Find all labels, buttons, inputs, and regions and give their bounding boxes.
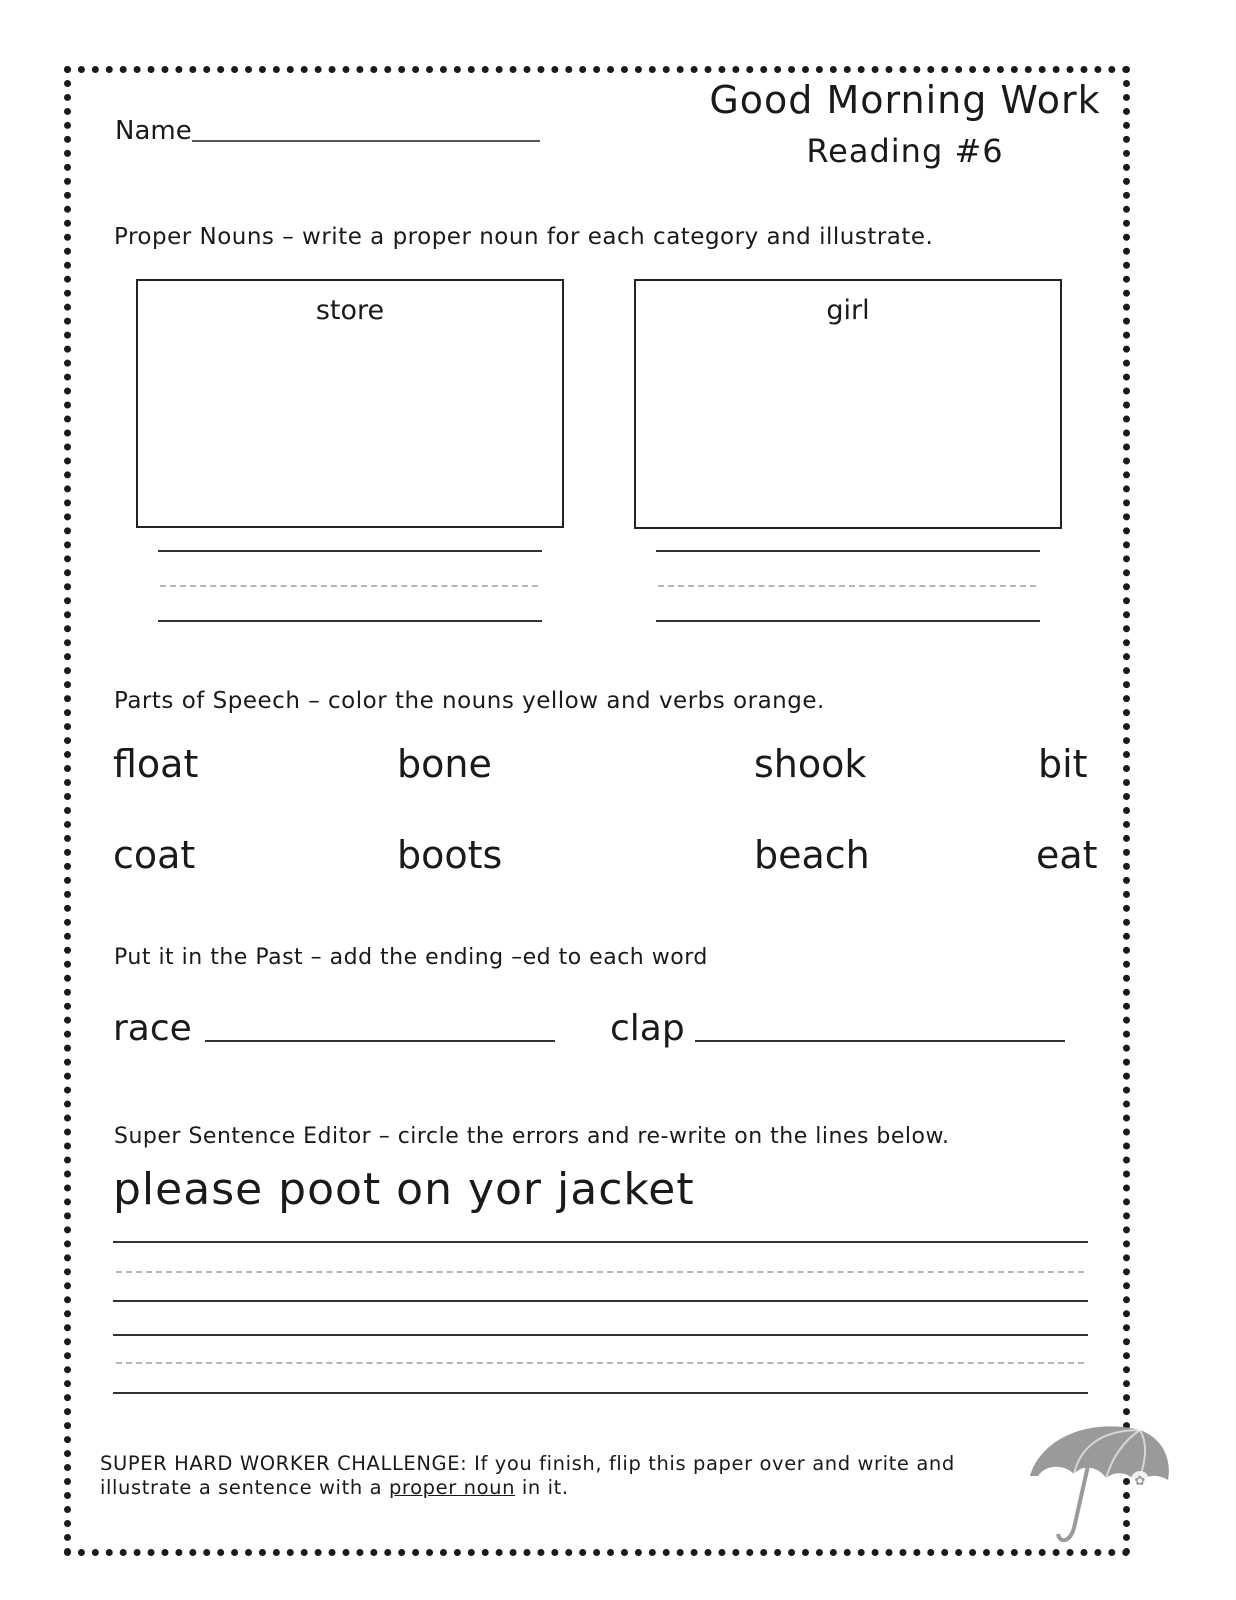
writing-line-store-bottom[interactable] xyxy=(158,620,542,622)
proper-nouns-instruction: Proper Nouns – write a proper noun for each category and illustrate. xyxy=(114,224,934,250)
word-shook[interactable]: shook xyxy=(754,742,867,786)
box-label-girl: girl xyxy=(826,295,870,326)
writing-line-girl-mid xyxy=(658,585,1036,587)
challenge-text xyxy=(100,1452,980,1500)
illustration-box-store[interactable] xyxy=(136,279,564,528)
sentence-editor-instruction: Super Sentence Editor – circle the errors and re-write on the lines below. xyxy=(114,1124,950,1149)
rewrite-line-1-bottom[interactable] xyxy=(113,1300,1088,1302)
name-input-line[interactable] xyxy=(192,140,540,142)
rewrite-line-2-bottom[interactable] xyxy=(113,1392,1088,1394)
writing-line-girl-bottom[interactable] xyxy=(656,620,1040,622)
word-eat[interactable]: eat xyxy=(1036,833,1098,877)
past-tense-instruction: Put it in the Past – add the ending –ed to each word xyxy=(114,945,708,970)
box-label-store: store xyxy=(315,295,385,326)
word-bit[interactable]: bit xyxy=(1038,742,1088,786)
rewrite-line-2-top[interactable] xyxy=(113,1334,1088,1336)
word-beach[interactable]: beach xyxy=(754,833,870,877)
writing-line-store-top[interactable] xyxy=(158,550,542,552)
challenge-line-1: SUPER HARD WORKER CHALLENGE: If you finish, flip this paper over and write and xyxy=(100,1452,955,1475)
challenge-underlined-term: proper noun xyxy=(388,1476,516,1499)
past-answer-line-race[interactable] xyxy=(205,1040,555,1042)
parts-of-speech-instruction: Parts of Speech – color the nouns yellow and verbs orange. xyxy=(114,688,825,714)
rewrite-line-1-mid xyxy=(116,1271,1084,1273)
worksheet-title: Good Morning Work xyxy=(709,78,1101,122)
challenge-line-2-start: illustrate a sentence with a xyxy=(100,1476,389,1499)
umbrella-icon xyxy=(1022,1418,1172,1550)
past-answer-line-clap[interactable] xyxy=(695,1040,1065,1042)
past-word-race: race xyxy=(113,1008,192,1049)
word-boots[interactable]: boots xyxy=(397,833,503,877)
worksheet-subtitle: Reading #6 xyxy=(806,132,1004,170)
svg-text:✿: ✿ xyxy=(1134,1474,1146,1489)
rewrite-line-1-top[interactable] xyxy=(113,1241,1088,1243)
past-word-clap: clap xyxy=(610,1008,685,1049)
challenge-line-2-end: in it. xyxy=(515,1476,569,1499)
writing-line-girl-top[interactable] xyxy=(656,550,1040,552)
word-coat[interactable]: coat xyxy=(113,833,196,877)
rewrite-line-2-mid xyxy=(116,1362,1084,1364)
word-float[interactable]: float xyxy=(113,742,199,786)
writing-line-store-mid xyxy=(160,585,538,587)
name-label: Name xyxy=(115,116,192,146)
sentence-to-edit[interactable]: please poot on yor jacket xyxy=(113,1164,695,1215)
challenge-line-2 xyxy=(100,1476,980,1500)
illustration-box-girl[interactable] xyxy=(634,279,1062,529)
word-bone[interactable]: bone xyxy=(397,742,492,786)
